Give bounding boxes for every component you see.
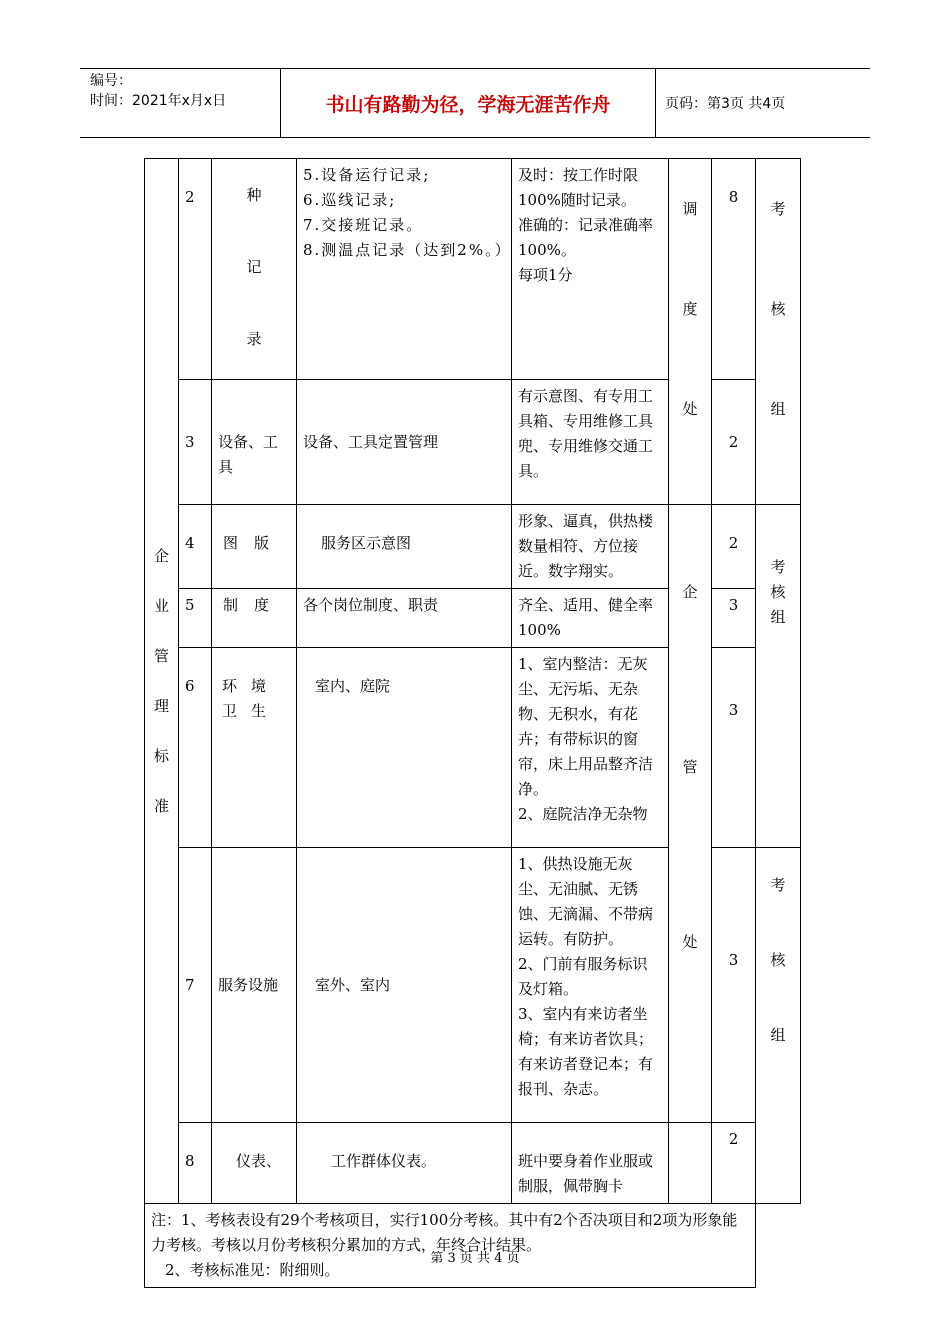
group-c: 考 核 组	[756, 848, 801, 1204]
row-item: 设备、工具	[212, 380, 297, 505]
content-text: 5.设备运行记录; 6.巡线记录; 7.交接班记录。 8.测温点记录（达到2%。）	[303, 166, 512, 259]
motto: 书山有路勤为径，学海无涯苦作舟	[325, 93, 611, 116]
row-no: 7	[179, 848, 212, 1123]
row-standard: 班中要身着作业服或制服，佩带胸卡	[512, 1123, 669, 1204]
row-content: 设备、工具定置管理	[297, 380, 512, 505]
row-empty-dept	[669, 1123, 712, 1204]
row-content: 各个岗位制度、职责	[297, 589, 512, 648]
row-content: 服务区示意图	[297, 505, 512, 589]
row-score: 2	[712, 505, 756, 589]
page-label: 页码：第3页 共4页	[665, 96, 786, 112]
row-score: 8	[712, 159, 756, 380]
number-label: 编号：	[90, 73, 132, 89]
dept-dispatch: 调 度 处	[669, 159, 712, 505]
row-standard: 1、室内整洁：无灰尘、无污垢、无杂物、无积水，有花卉；有带标识的窗帘，床上用品整齐洁净。 2、庭院洁净无杂物	[512, 648, 669, 848]
row-item: 仪表、	[212, 1123, 297, 1204]
row-standard: 1、供热设施无灰尘、无油腻、无锈蚀、无滴漏、不带病运转。有防护。 2、门前有服务标识及灯箱。 3、室内有来访者坐椅；有来访者饮具；有来访者登记本；有报刊、杂志。	[512, 848, 669, 1123]
row-content: 工作群体仪表。	[297, 1123, 512, 1204]
row-standard: 及时：按工作时限100%随时记录。 准确的：记录准确率100%。 每项1分	[512, 159, 669, 380]
note-1: 注：1、考核表设有29个考核项目，实行100分考核。其中有2个否决项目和2项为形象能力考核。考核以月份考核积分累加的方式，年终合计结果。	[151, 1211, 738, 1254]
group-b: 考 核 组	[756, 505, 801, 848]
category-cell: 企 业 管 理 标 准	[145, 159, 179, 1204]
group-a: 考 核 组	[756, 159, 801, 505]
row-no: 2	[179, 159, 212, 380]
row-standard: 有示意图、有专用工具箱、专用维修工具兜、专用维修交通工具。	[512, 380, 669, 505]
header-meta	[80, 69, 280, 139]
row-no: 3	[179, 380, 212, 505]
row-no: 4	[179, 505, 212, 589]
row-standard: 形象、逼真，供热楼数量相符、方位接近。数字翔实。	[512, 505, 669, 589]
row-item: 环境卫生	[212, 648, 297, 848]
page-header	[80, 68, 870, 138]
row-item: 图版	[212, 505, 297, 589]
note-cell	[145, 1204, 756, 1288]
time-label: 时间：2021年x月x日	[90, 93, 227, 109]
row-content: 室内、庭院	[297, 648, 512, 848]
assessment-table	[144, 158, 801, 1288]
row-score: 2	[712, 1123, 756, 1204]
row-content	[297, 159, 512, 380]
page-footer: 第 3 页 共 4 页	[430, 1251, 520, 1266]
note-2: 2、考核标准见：附细则。	[165, 1261, 340, 1279]
row-item: 种 记 录	[212, 159, 297, 380]
row-standard: 齐全、适用、健全率100%	[512, 589, 669, 648]
row-item: 服务设施	[212, 848, 297, 1123]
row-item: 制度	[212, 589, 297, 648]
row-no: 8	[179, 1123, 212, 1204]
row-score: 3	[712, 648, 756, 848]
row-score: 3	[712, 848, 756, 1123]
dept-enterprise: 企 管 处	[669, 505, 712, 1123]
row-no: 6	[179, 648, 212, 848]
row-score: 3	[712, 589, 756, 648]
row-content: 室外、室内	[297, 848, 512, 1123]
row-no: 5	[179, 589, 212, 648]
row-score: 2	[712, 380, 756, 505]
